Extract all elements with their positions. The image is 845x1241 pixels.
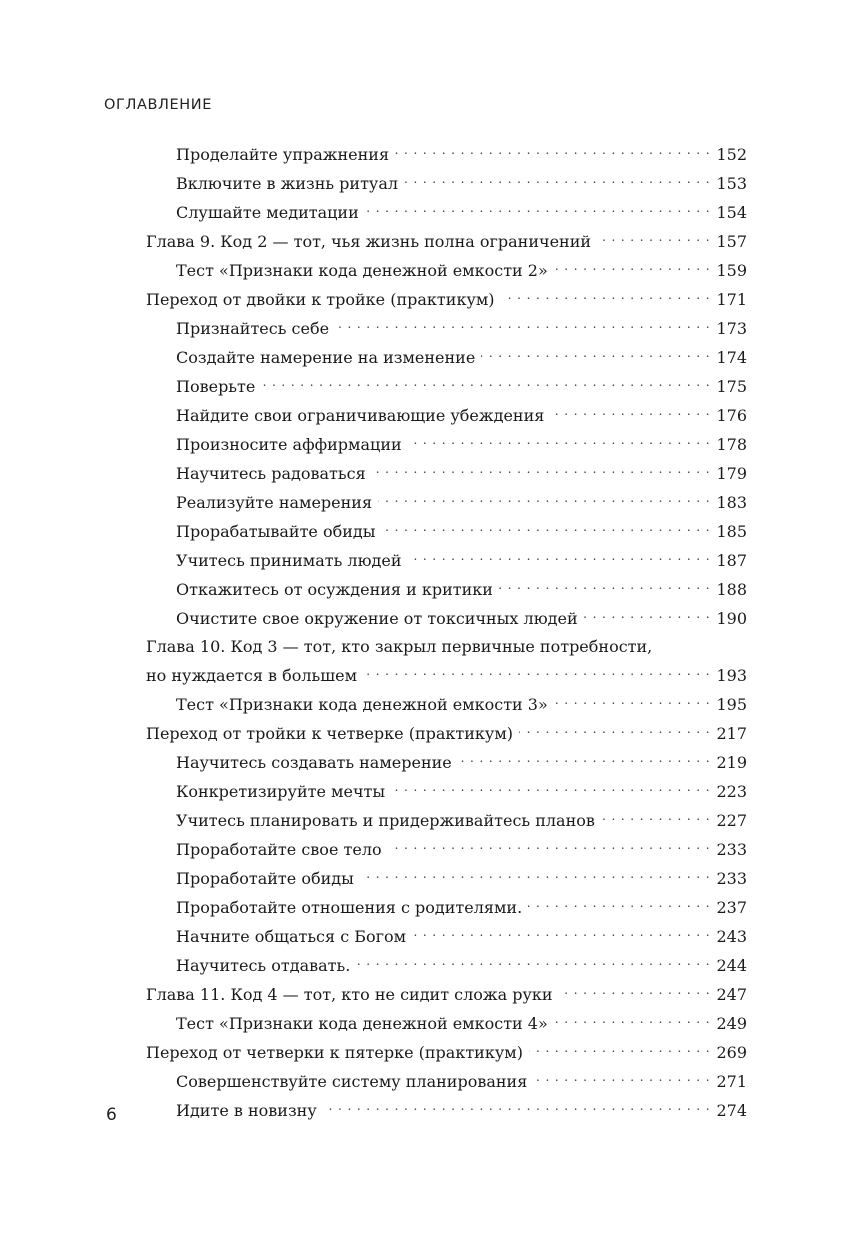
- toc-entry-page-number: 176: [716, 406, 747, 425]
- toc-entry-page-number: 237: [716, 898, 747, 917]
- toc-section-entry[interactable]: [146, 1067, 747, 1096]
- toc-entry-title: Тест «Признаки кода денежной емкости 3»: [176, 695, 548, 714]
- toc-entry-page-number: 243: [716, 927, 747, 946]
- toc-entry-page-number: 195: [716, 695, 747, 714]
- toc-entry-title: Откажитесь от осуждения и критики: [176, 580, 493, 599]
- toc-entry-title: Проработайте свое тело: [176, 840, 382, 859]
- dot-leader: [554, 1009, 711, 1029]
- toc-entry-page-number: 185: [716, 522, 747, 541]
- toc-chapter-entry[interactable]: [146, 980, 747, 1009]
- toc-entry-page-number: 174: [716, 348, 747, 367]
- toc-entry-page-number: 159: [716, 261, 747, 280]
- dot-leader: [378, 488, 710, 508]
- toc-chapter-entry[interactable]: [146, 633, 747, 690]
- toc-entry-page-number: 171: [716, 290, 747, 309]
- dot-leader: [554, 256, 711, 276]
- toc-entry-title: Переход от тройки к четверке (практикум): [146, 724, 513, 743]
- dot-leader: [395, 140, 710, 160]
- toc-entry-title: Прорабатывайте обиды: [176, 522, 376, 541]
- toc-section-entry[interactable]: [146, 575, 747, 604]
- toc-section-entry[interactable]: [146, 488, 747, 517]
- dot-leader: [363, 661, 710, 681]
- dot-leader: [404, 169, 710, 189]
- toc-section-entry[interactable]: [146, 517, 747, 546]
- toc-section-entry[interactable]: [146, 546, 747, 575]
- toc-section-entry[interactable]: [146, 459, 747, 488]
- dot-leader: [519, 719, 710, 739]
- toc-section-entry[interactable]: [146, 256, 747, 285]
- dot-leader: [323, 1096, 711, 1116]
- dot-leader: [372, 459, 711, 479]
- dot-leader: [458, 748, 711, 768]
- toc-chapter-entry[interactable]: [146, 1038, 747, 1067]
- toc-section-entry[interactable]: [146, 748, 747, 777]
- toc-entry-page-number: 249: [716, 1014, 747, 1033]
- dot-leader: [529, 1038, 711, 1058]
- dot-leader: [601, 806, 711, 826]
- toc-section-entry[interactable]: [146, 835, 747, 864]
- dot-leader: [550, 401, 710, 421]
- toc-entry-page-number: 219: [716, 753, 747, 772]
- toc-section-entry[interactable]: [146, 806, 747, 835]
- dot-leader: [559, 980, 711, 1000]
- toc-entry-title: Переход от четверки к пятерке (практикум): [146, 1043, 523, 1062]
- toc-entry-title: Создайте намерение на изменение: [176, 348, 476, 367]
- dot-leader: [408, 430, 711, 450]
- dot-leader: [584, 604, 711, 624]
- toc-entry-title: Глава 11. Код 4 — тот, кто не сидит сложа руки: [146, 985, 553, 1004]
- toc-entry-page-number: 173: [716, 319, 747, 338]
- toc-entry-title: Признайтесь себе: [176, 319, 330, 338]
- toc-entry-page-number: 271: [716, 1072, 747, 1091]
- toc-entry-page-number: 193: [716, 666, 747, 685]
- toc-entry-title: Научитесь создавать намерение: [176, 753, 452, 772]
- toc-entry-page-number: 188: [716, 580, 747, 599]
- toc-entry-page-number: 175: [716, 377, 747, 396]
- toc-entry-title: Найдите свои ограничивающие убеждения: [176, 406, 545, 425]
- toc-entry-title: Проработайте обиды: [176, 869, 354, 888]
- dot-leader: [481, 343, 710, 363]
- toc-entry-title: Научитесь радоваться: [176, 464, 366, 483]
- toc-entry-title: Включите в жизнь ритуал: [176, 174, 399, 193]
- toc-entry-title: Очистите свое окружение от токсичных людей: [176, 609, 578, 628]
- toc-entry-page-number: 157: [716, 232, 747, 251]
- dot-leader: [360, 864, 711, 884]
- toc-entry-page-number: 247: [716, 985, 747, 1004]
- dot-leader: [365, 198, 711, 218]
- toc-entry-title: Слушайте медитации: [176, 203, 359, 222]
- toc-section-entry[interactable]: [146, 922, 747, 951]
- toc-entry-page-number: 223: [716, 782, 747, 801]
- toc-entry-title: Проделайте упражнения: [176, 145, 390, 164]
- toc-chapter-entry[interactable]: [146, 719, 747, 748]
- dot-leader: [412, 922, 710, 942]
- toc-entry-page-number: 153: [716, 174, 747, 193]
- dot-leader: [391, 777, 710, 797]
- dot-leader: [356, 951, 710, 971]
- dot-leader: [382, 517, 711, 537]
- page-number: 6: [106, 1105, 117, 1125]
- table-of-contents: [146, 140, 747, 1125]
- toc-entry-title: Учитесь принимать людей: [176, 551, 402, 570]
- toc-entry-page-number: 179: [716, 464, 747, 483]
- toc-entry-page-number: 187: [716, 551, 747, 570]
- toc-section-entry[interactable]: [146, 169, 747, 198]
- toc-entry-title: Совершенствуйте систему планирования: [176, 1072, 528, 1091]
- toc-section-entry[interactable]: [146, 343, 747, 372]
- toc-section-entry[interactable]: [146, 690, 747, 719]
- toc-entry-page-number: 190: [716, 609, 747, 628]
- toc-entry-title: но нуждается в большем: [146, 666, 358, 685]
- toc-entry-page-number: 274: [716, 1101, 747, 1120]
- toc-section-entry[interactable]: [146, 314, 747, 343]
- dot-leader: [335, 314, 710, 334]
- toc-entry-title: Глава 9. Код 2 — тот, чья жизнь полна ограничений: [146, 232, 592, 251]
- toc-entry-title: Тест «Признаки кода денежной емкости 4»: [176, 1014, 548, 1033]
- toc-entry-page-number: 227: [716, 811, 747, 830]
- toc-section-entry[interactable]: [146, 604, 747, 633]
- toc-section-entry[interactable]: [146, 1096, 747, 1125]
- dot-leader: [528, 893, 710, 913]
- toc-entry-page-number: 217: [716, 724, 747, 743]
- toc-section-entry[interactable]: [146, 893, 747, 922]
- toc-section-entry[interactable]: [146, 777, 747, 806]
- dot-leader: [408, 546, 711, 566]
- toc-entry-title: Идите в новизну: [176, 1101, 317, 1120]
- toc-entry-title: Реализуйте намерения: [176, 493, 373, 512]
- toc-section-entry[interactable]: [146, 372, 747, 401]
- toc-section-entry[interactable]: [146, 951, 747, 980]
- toc-entry-title: Начните общаться с Богом: [176, 927, 407, 946]
- toc-section-entry[interactable]: [146, 401, 747, 430]
- toc-entry-title: Учитесь планировать и придерживайтесь планов: [176, 811, 595, 830]
- toc-section-entry[interactable]: [146, 140, 747, 169]
- dot-leader: [533, 1067, 710, 1087]
- toc-entry-title: Проработайте отношения с родителями.: [176, 898, 523, 917]
- toc-section-entry[interactable]: [146, 864, 747, 893]
- dot-leader: [501, 285, 711, 305]
- toc-entry-page-number: 233: [716, 840, 747, 859]
- toc-entry-title: Тест «Признаки кода денежной емкости 2»: [176, 261, 548, 280]
- toc-entry-page-number: 178: [716, 435, 747, 454]
- toc-chapter-entry[interactable]: [146, 227, 747, 256]
- dot-leader: [261, 372, 710, 392]
- toc-entry-page-number: 269: [716, 1043, 747, 1062]
- toc-section-entry[interactable]: [146, 430, 747, 459]
- toc-entry-title-line: Глава 10. Код 3 — тот, кто закрыл первичные потребности,: [146, 637, 653, 656]
- toc-section-entry[interactable]: [146, 1009, 747, 1038]
- dot-leader: [597, 227, 710, 247]
- toc-entry-page-number: 154: [716, 203, 747, 222]
- toc-entry-title: Поверьте: [176, 377, 256, 396]
- toc-entry-page-number: 233: [716, 869, 747, 888]
- toc-entry-page-number: 244: [716, 956, 747, 975]
- toc-entry-title: Научитесь отдавать.: [176, 956, 351, 975]
- dot-leader: [499, 575, 711, 595]
- dot-leader: [388, 835, 711, 855]
- toc-entry-title: Переход от двойки к тройке (практикум): [146, 290, 495, 309]
- toc-entry-page-number: 183: [716, 493, 747, 512]
- toc-entry-page-number: 152: [716, 145, 747, 164]
- toc-entry-title: Произносите аффирмации: [176, 435, 402, 454]
- running-header: ОГЛАВЛЕНИЕ: [104, 97, 213, 113]
- dot-leader: [554, 690, 711, 710]
- toc-chapter-entry[interactable]: [146, 285, 747, 314]
- toc-entry-title: Конкретизируйте мечты: [176, 782, 386, 801]
- toc-section-entry[interactable]: [146, 198, 747, 227]
